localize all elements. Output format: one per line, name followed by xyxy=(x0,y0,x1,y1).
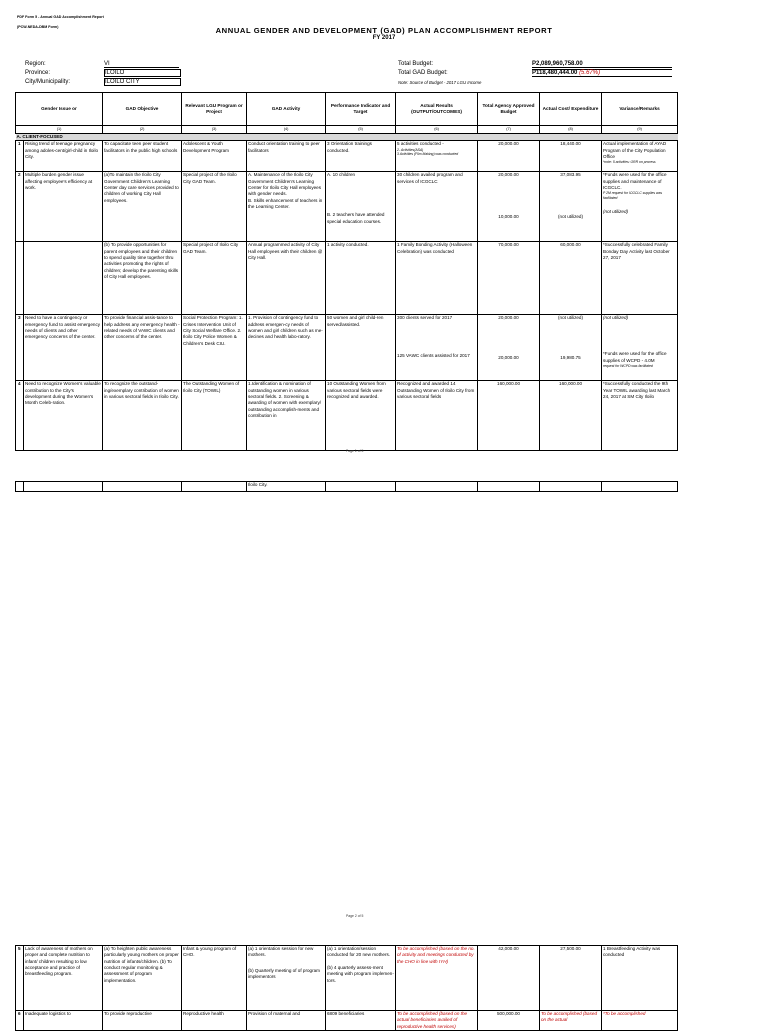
col-header-actual: Actual Cost/ Expenditure xyxy=(540,93,602,126)
gad-activity xyxy=(247,946,326,1011)
actual-b: 19,980.75 xyxy=(560,355,581,361)
cont-cell xyxy=(182,482,247,492)
performance-indicator: 6809 beneficiaries xyxy=(326,1011,396,1031)
activity-b: (b) Quarterly meeting of of program implementors xyxy=(248,968,320,980)
lgu-program: Special project of Iloilo City GAD Team. xyxy=(182,242,247,315)
activity-a: A. Maintenance of the Iloilo City Government Children's Learning Center for Iloilo City Hall employees with gender needs. xyxy=(248,172,322,197)
gad-budget-value-cell xyxy=(532,69,672,77)
col-header-activity: GAD Activity xyxy=(247,93,326,126)
col-num-6: (6) xyxy=(396,126,478,134)
col-header-budget: Total Agency Approved Budget xyxy=(478,93,540,126)
row-number-empty xyxy=(16,242,24,315)
gad-objective: To provide financial assis-tance to help address any emergency health - related needs of VAWC clients and other concerns of the center. xyxy=(103,315,182,381)
col-header-remarks: Variance/Remarks xyxy=(602,93,678,126)
col-num-5: (5) xyxy=(326,126,396,134)
total-budget-label: Total Budget: xyxy=(398,61,434,67)
budget-b: 10,000.00 xyxy=(498,214,519,220)
gad-activity xyxy=(247,172,326,242)
approved-budget: 500,000.00 xyxy=(478,1011,540,1031)
table-row xyxy=(16,946,678,1011)
performance-indicator xyxy=(326,946,396,1011)
gad-objective: To capacitate teen peer student facilitators in the public high schools xyxy=(103,141,182,172)
actual-results: To be accomplished (based on the no. of activity and meetings conducted by the CHO in line with IYH) xyxy=(396,946,478,1011)
province-label: Province: xyxy=(25,70,51,76)
result-a: 2- Activities(ASA) xyxy=(397,147,424,152)
result-a: 300 clients served for 2017 xyxy=(397,315,453,321)
remarks-note: *note: 5 activities: ORR on process xyxy=(603,160,656,165)
cont-cell xyxy=(540,482,602,492)
remarks-note: P 2M request for ICGCLC supplies was facilitated xyxy=(603,191,663,200)
result-b: 3 Activities (Film Making) was conducted xyxy=(397,152,459,157)
gad-objective: (a)To maintain the Iloilo City Government Children's Learning Center day care services provided to children of working City Hall employees. xyxy=(103,172,182,242)
cont-cell xyxy=(24,482,103,492)
gad-table-page2 xyxy=(15,945,678,1031)
result-main: 5 activities conducted - xyxy=(397,141,444,147)
variance-remarks xyxy=(602,315,678,381)
gad-objective: To recognize the outstand-ing/exemplary contribution of women in various sectoral fields in Iloilo City. xyxy=(103,381,182,451)
result-b: 125 VAWC clients assisted for 2017 xyxy=(397,353,470,359)
col-header-issue: Gender Issue or xyxy=(16,93,103,126)
performance-indicator: 50 women and girl child-ren served/assisted. xyxy=(326,315,396,381)
performance-indicator xyxy=(326,172,396,242)
cont-program: Iloilo City. xyxy=(247,482,326,492)
gender-issue: Multiple burden gender issue affecting employee's efficiency at work. xyxy=(24,172,103,242)
remarks-b: *Funds were used for the office supplies of WCPD - 4.0M xyxy=(603,351,667,363)
gender-issue: Need to have a contingency or emergency fund to assist emergency needs of clients and other emergency concerns of the center. xyxy=(24,315,103,381)
region-value: VI xyxy=(104,61,179,68)
remarks-b: (not utilized) xyxy=(603,208,629,214)
form-id: PDF Form 5 - Annual GAD Accomplishment Report xyxy=(17,15,104,19)
gad-objective: To provide reproductive xyxy=(103,1011,182,1031)
cont-cell xyxy=(16,482,24,492)
actual-a: 37,083.95 xyxy=(560,172,581,178)
budget-note: Note: Source of Budget - 2017 LGU Income xyxy=(398,80,482,85)
col-header-results: Actual Results (OUTPUT/OUTCOMES) xyxy=(396,93,478,126)
actual-b: (not utilized) xyxy=(558,214,584,220)
actual-cost: 18,440.00 xyxy=(540,141,602,172)
approved-budget: 70,000.00 xyxy=(478,242,540,315)
budget-a: 20,000.00 xyxy=(498,315,519,321)
province-value: ILOILO xyxy=(104,69,181,77)
row-number: 1 xyxy=(16,141,24,172)
gad-activity: Annual programmed activity of City Hall employees with their children @ City Hall. xyxy=(247,242,326,315)
col-num-2: (2) xyxy=(103,126,182,134)
row-number: 3 xyxy=(16,315,24,381)
page-marker-2: Page 2 of 5 xyxy=(346,914,364,918)
row-number: 6 xyxy=(16,1011,24,1031)
form-subtitle: (PCW-NEDA-DBM Form) xyxy=(17,25,59,29)
cont-cell xyxy=(602,482,678,492)
report-title: ANNUAL GENDER AND DEVELOPMENT (GAD) PLAN ACCOMPLISHMENT REPORT xyxy=(215,26,553,35)
gad-activity: Provision of maternal and xyxy=(247,1011,326,1031)
actual-results: 1 Family Bonding Activity (Halloween Celebration) was conducted xyxy=(396,242,478,315)
gender-issue-empty xyxy=(24,242,103,315)
remarks-main: *Funds were used for the office supplies and maintenance of ICGCLC. xyxy=(603,172,667,190)
row-number: 5 xyxy=(16,946,24,1011)
variance-remarks xyxy=(602,141,678,172)
indicator-a: (a) 1 orientation/session conducted for 20 new mothers. xyxy=(327,946,391,958)
remarks-main: Actual implementation of AYAD Program of the City Population Office xyxy=(603,141,667,159)
lgu-program: Reproductive health xyxy=(182,1011,247,1031)
actual-cost: 27,500.00 xyxy=(540,946,602,1011)
table-row xyxy=(16,172,678,242)
lgu-program: Infant & young program of CHO. xyxy=(182,946,247,1011)
activity-a: (a) 1 orientation session for new mothers. xyxy=(248,946,314,958)
table-row xyxy=(16,315,678,381)
table-row xyxy=(16,1011,678,1031)
lgu-program: Social Protection Program: 1. Crises Intervention Unit of City Social Welfare Office. 2. Iloilo City Police Women & Children's Desk CIU. xyxy=(182,315,247,381)
budget-b: 20,000.00 xyxy=(498,355,519,361)
gender-issue: Inadequate logistics to xyxy=(24,1011,103,1031)
cont-cell xyxy=(326,482,396,492)
variance-remarks: 1 Breastfeeding Activity was conducted xyxy=(602,946,678,1011)
section-client-focused: A. CLIENT-FOCUSED xyxy=(16,134,678,141)
gad-budget-value: P118,480,444.00 xyxy=(532,70,578,76)
cont-cell xyxy=(103,482,182,492)
indicator-b: B. 2 teachers have attended special education courses. xyxy=(327,212,385,224)
page-marker-1: Page 1 of 5 xyxy=(346,449,364,453)
city-label: City/Municipality: xyxy=(25,79,71,85)
city-value: ILOILO CITY xyxy=(104,78,181,86)
actual-results: 30 children availed program and services of ICGCLC xyxy=(396,172,478,242)
cont-cell xyxy=(396,482,478,492)
cont-cell xyxy=(478,482,540,492)
col-num-1: (1) xyxy=(16,126,103,134)
variance-remarks: *To be accomplished xyxy=(602,1011,678,1031)
col-num-3: (3) xyxy=(182,126,247,134)
approved-budget: 160,000.00 xyxy=(478,381,540,451)
actual-results: To be accomplished (based on the actual beneficiaries availed of reproductive health services) xyxy=(396,1011,478,1031)
performance-indicator: 1 activity conducted. xyxy=(326,242,396,315)
col-header-program: Relevant LGU Program or Project xyxy=(182,93,247,126)
gender-issue: Need to recognize Women's valuable contribution to the City's development during the Women's Month Celeb-ration. xyxy=(24,381,103,451)
gad-activity: Conduct orientation training to peer facilitators xyxy=(247,141,326,172)
gad-budget-percent: (5.67%) xyxy=(579,70,601,76)
gender-issue: Rising trend of teenage pregnancy among adoles-cent/girl-child in Iloilo City. xyxy=(24,141,103,172)
activity-b: B. Skills enhancement of teachers in the Learning Center. xyxy=(248,197,323,209)
approved-budget xyxy=(478,172,540,242)
performance-indicator: 10 Outstanding Women from various sectoral fields were recognized and awarded. xyxy=(326,381,396,451)
lgu-program: Special project of the Iloilo City GAD Team. xyxy=(182,172,247,242)
row-number: 4 xyxy=(16,381,24,451)
gad-objective: (b) To provide opportunities for parent employees and their children to spend quality time together thru activities promoting the rights of children; develop the parenting skills of City Hall employees. xyxy=(103,242,182,315)
region-label: Region: xyxy=(25,61,46,67)
table-row xyxy=(16,141,678,172)
actual-results: Recognized and awarded 14 Outstanding Women of Iloilo City from various sectoral fields xyxy=(396,381,478,451)
actual-cost: 160,000.00 xyxy=(540,381,602,451)
indicator-b: (b) 4 quarterly assess-ment meeting with program implemen-tors. xyxy=(327,965,394,983)
col-num-4: (4) xyxy=(247,126,326,134)
lgu-program: The Outstanding Women of Iloilo City (TOWIL) xyxy=(182,381,247,451)
variance-remarks: *Successfully celebrated Family Bonday Day Activity last October 27, 2017 xyxy=(602,242,678,315)
gad-activity: 1. Provision of contingency fund to address emergen-cy needs of women and girl children such as me-decines and health labo-ratory. xyxy=(247,315,326,381)
indicator-a: A. 10 children xyxy=(327,172,356,178)
remarks-a: (not utilized) xyxy=(603,315,629,321)
approved-budget: 20,000.00 xyxy=(478,141,540,172)
actual-results xyxy=(396,315,478,381)
variance-remarks: *Successfully conducted the 9th Year TOWIL awarding last March 24, 2017 at SM City Iloilo xyxy=(602,381,678,451)
col-num-9: (9) xyxy=(602,126,678,134)
budget-a: 20,000.00 xyxy=(498,172,519,178)
gad-activity: 1.Identification & nomination of outstanding women in various sectoral fields. 2. Screening & awarding of women with exemplary/ outstanding accomplish-ments and contribution in xyxy=(247,381,326,451)
col-header-objective: GAD Objective xyxy=(103,93,182,126)
gad-table-continuation xyxy=(15,481,678,492)
row-number: 2 xyxy=(16,172,24,242)
total-budget-value: P2,089,960,758.00 xyxy=(532,61,672,68)
col-header-indicator: Performance Indicator and Target xyxy=(326,93,396,126)
gad-objective: (a) To heighten public awareness particularly young mothers on proper nutrition of infants/children. (b) To conduct regular monitoring & assessment of program implementation. xyxy=(103,946,182,1011)
actual-cost: To be accomplished (based on the actual xyxy=(540,1011,602,1031)
actual-cost xyxy=(540,172,602,242)
gender-issue: Lack of awareness of mothers on proper and complete nutrition to infant/ children resulting to low acceptance and practice of breastfeeding program. xyxy=(24,946,103,1011)
fiscal-year: FY 2017 xyxy=(372,35,396,41)
actual-cost xyxy=(540,315,602,381)
actual-cost: 60,000.00 xyxy=(540,242,602,315)
actual-results xyxy=(396,141,478,172)
actual-a: (not utilized) xyxy=(558,315,584,321)
remarks-note: request for WCPD was facilitated xyxy=(603,363,653,368)
performance-indicator: 3 Orientation trainings conducted. xyxy=(326,141,396,172)
approved-budget: 42,000.00 xyxy=(478,946,540,1011)
gad-table-page1 xyxy=(15,92,678,451)
gad-budget-label: Total GAD Budget: xyxy=(398,70,448,76)
lgu-program: Adolescent & Youth Development Program xyxy=(182,141,247,172)
col-num-7: (7) xyxy=(478,126,540,134)
variance-remarks xyxy=(602,172,678,242)
table-row xyxy=(16,242,678,315)
col-num-8: (8) xyxy=(540,126,602,134)
table-row xyxy=(16,381,678,451)
approved-budget xyxy=(478,315,540,381)
